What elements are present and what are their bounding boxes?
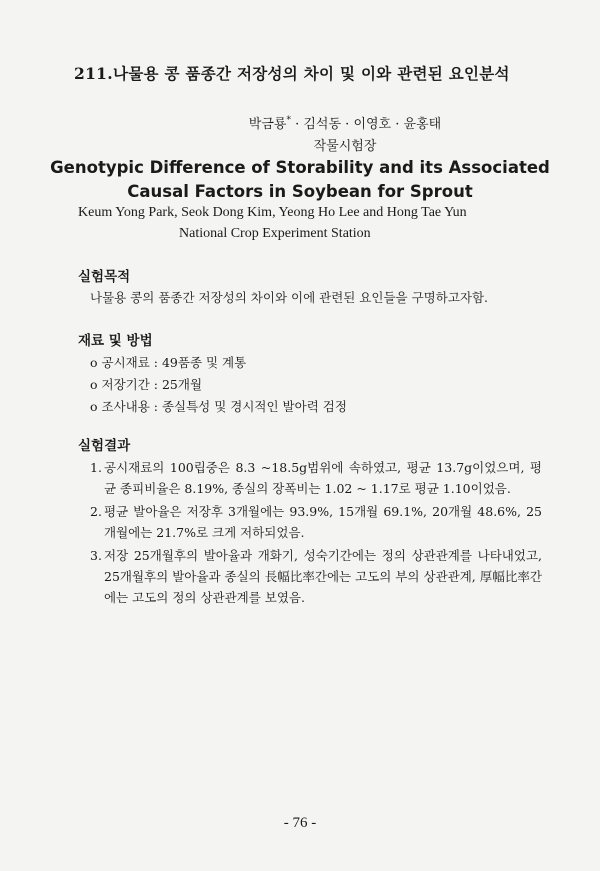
result-list — [90, 457, 542, 610]
english-title: Genotypic Difference of Storability and its Associated Causal Factors in Soybean for Sprout — [50, 158, 550, 201]
other-authors: · 김석동 · 이영호 · 윤홍태 — [295, 117, 442, 132]
method-item-materials: o 공시재료 : 49품종 및 계통 — [90, 355, 247, 370]
result-item-number: 1. — [90, 460, 102, 475]
purpose-text: 나물용 콩의 품종간 저장성의 차이와 이에 관련된 요인들을 구명하고자함. — [90, 290, 489, 305]
first-author: 박금룡 — [248, 117, 287, 132]
result-item — [90, 501, 542, 543]
english-authors: Keum Yong Park, Seok Dong Kim, Yeong Ho Lee and Hong Tae Yun — [78, 205, 467, 220]
korean-title: 211.나물용 콩 품종간 저장성의 차이 및 이와 관련된 요인분석 — [74, 64, 510, 83]
result-item-text: 평균 발아율은 저장후 3개월에는 93.9%, 15개월 69.1%, 20개월 48.6%, 25개월에는 21.7%로 크게 저하되었음. — [104, 504, 542, 540]
result-item — [90, 457, 542, 499]
method-list — [90, 352, 347, 418]
korean-affiliation: 작물시험장 — [313, 139, 377, 154]
result-item — [90, 545, 542, 608]
purpose-heading: 실험목적 — [78, 269, 131, 285]
corresponding-author-mark: * — [286, 115, 291, 126]
result-item-text: 저장 25개월후의 발아율과 개화기, 성숙기간에는 정의 상관관계를 나타내었고, 25개월후의 발아율과 종실의 長幅比率간에는 고도의 부의 상관관계, 厚幅比率간에는 고도의 정의 상관관계를 보였음. — [104, 548, 542, 605]
english-affiliation: National Crop Experiment Station — [179, 226, 371, 241]
result-heading: 실험결과 — [78, 438, 131, 454]
page-number: - 76 - — [283, 815, 317, 831]
method-item-storage-period: o 저장기간 : 25개월 — [90, 377, 203, 392]
korean-authors — [0, 113, 600, 132]
result-item-text: 공시재료의 100립중은 8.3 ~18.5g범위에 속하였고, 평균 13.7g이었으며, 평균 종피비율은 8.19%, 종실의 장폭비는 1.02 ~ 1.17로 평균 1.10이었음. — [104, 460, 542, 496]
result-item-number: 2. — [90, 504, 102, 519]
method-item-investigation: o 조사내용 : 종실특성 및 경시적인 발아력 검정 — [90, 399, 347, 414]
method-heading: 재료 및 방법 — [78, 333, 153, 349]
result-item-number: 3. — [90, 548, 102, 563]
